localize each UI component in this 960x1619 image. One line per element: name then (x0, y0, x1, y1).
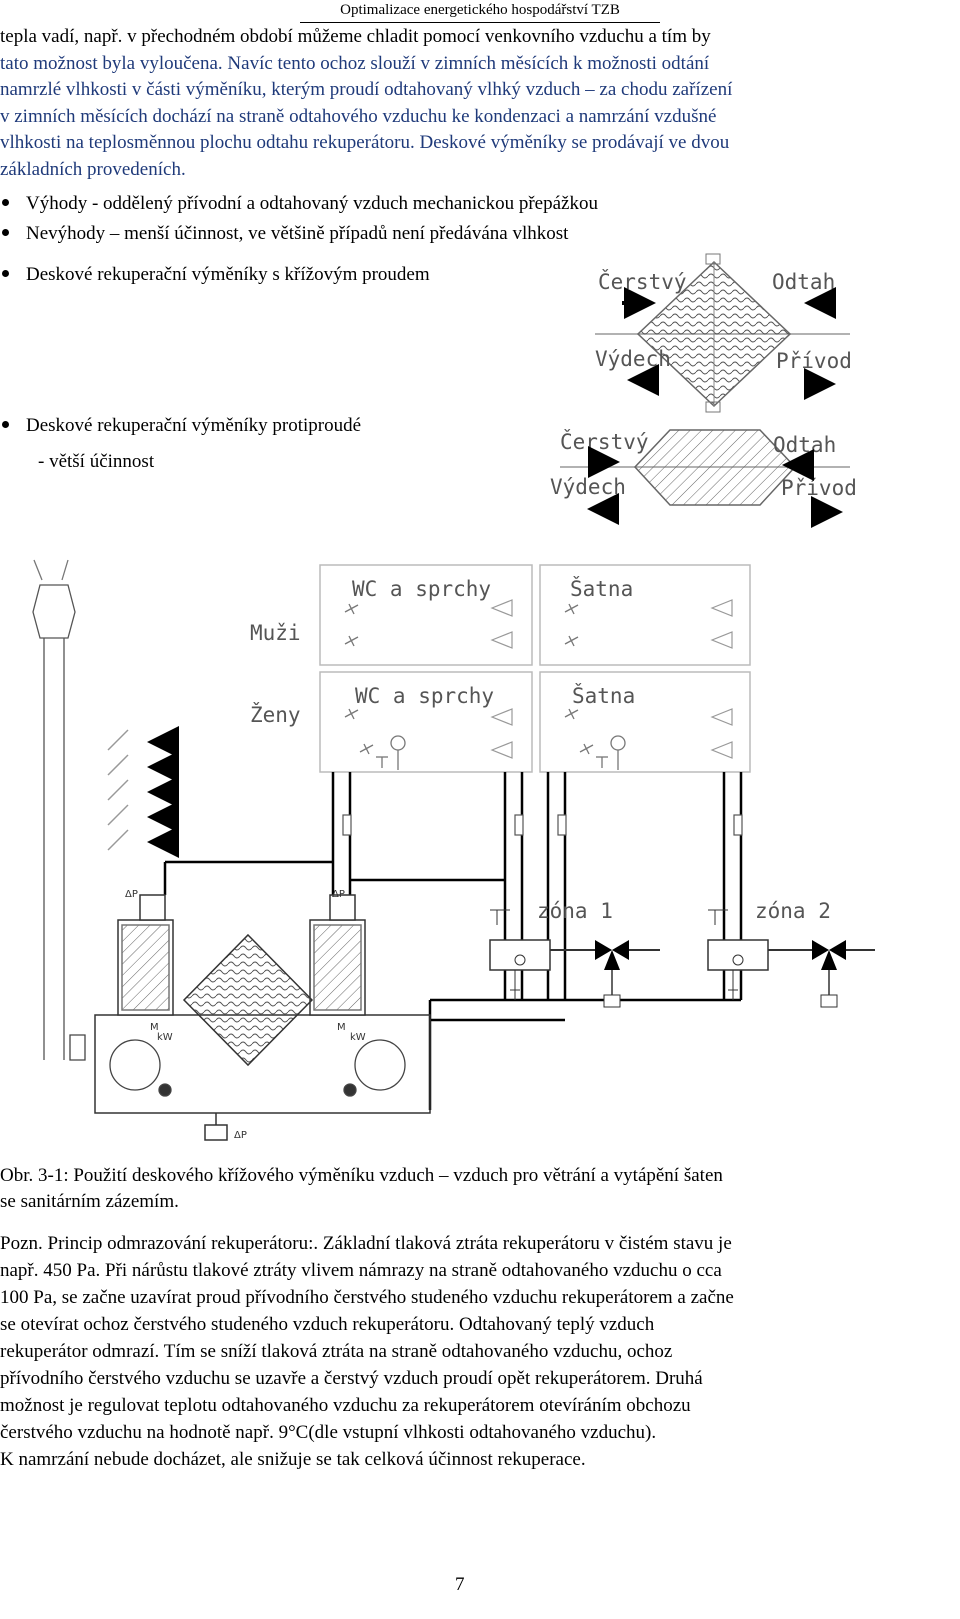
counter-label-exhaust: Odtah (773, 433, 837, 457)
cross-label-outlet: Výdech (595, 347, 671, 371)
ahu-unit (95, 895, 430, 1140)
label-zone1: zóna 1 (537, 899, 613, 923)
bullet-cross-text: Deskové rekuperační výměníky s křížovým proudem (26, 264, 430, 285)
note-line: přívodního čerstvého vzduchu se uzavře a čerstvý vzduch proudí opět rekuperátorem. Druhá (0, 1368, 703, 1389)
cross-label-supply: Přívod (776, 349, 852, 373)
caption-line: Obr. 3-1: Použití deskového křížového výměníku vzduch – vzduch pro větrání a vytápění šaten (0, 1165, 723, 1186)
counter-flow-diagram (550, 429, 857, 512)
intro-line: tepla vadí, např. v přechodném období můžeme chladit pomocí venkovního vzduchu a tím by (0, 26, 711, 47)
figure-caption (0, 1163, 945, 1215)
building-schematic (33, 560, 875, 1141)
cross-flow-diagram (595, 254, 852, 412)
dampers (343, 815, 742, 835)
intro-line: namrzlé vlhkosti v části výměníku, kterým proudí odtahovaný vlhký vzduch – za chodu zařízení (0, 79, 733, 101)
note-line: rekuperátor odmrazí. Tím se sníží tlaková ztráta na straně odtahovaného vzduchu, ochoz (0, 1341, 673, 1362)
intro-line: tato možnost byla vyloučena. Navíc tento ochoz slouží v zimních měsících k možnosti odtání (0, 52, 710, 74)
cross-label-exhaust: Odtah (772, 270, 836, 294)
note-line: čerstvého vzduchu na hodnotě např. 9°C(dle vstupní vlhkosti odtahovaného vzduchu). (0, 1422, 657, 1443)
bullet-cons-text: Nevýhody – menší účinnost, ve většině případů není předávána vlhkost (26, 223, 569, 244)
bullet-counter-text: Deskové rekuperační výměníky protiproudé (26, 415, 362, 436)
label-locker-men: Šatna (570, 577, 634, 601)
note-paragraph (0, 1230, 950, 1473)
label-dp2: ΔP (332, 889, 345, 900)
intake-tower (33, 560, 75, 1060)
zone2 (708, 899, 875, 1007)
counter-label-supply: Přívod (781, 476, 857, 500)
cross-label-fresh: Čerstvý (598, 270, 687, 294)
exhaust-valves (345, 604, 593, 754)
label-kw2: kW (350, 1032, 366, 1043)
label-m2: M (337, 1022, 346, 1033)
bullet-counter-sub: - větší účinnost (38, 451, 155, 472)
supply-grilles (492, 600, 732, 758)
note-line: se otevírat ochoz čerstvého studeného vzduch rekuperátoru. Odtahovaný teplý vzduch (0, 1314, 655, 1335)
note-line: K namrzání nebude docházet, ale snižuje se tak celková účinnost rekuperace. (0, 1449, 586, 1470)
zone1 (490, 899, 660, 1007)
counter-exchanger-core (635, 430, 795, 505)
label-men: Muži (250, 621, 301, 645)
label-m1: M (150, 1022, 159, 1033)
label-wc-women: WC a sprchy (355, 684, 495, 708)
intro-line: vlhkosti na teplosměnnou plochu odtahu rekuperátoru. Deskové výměníky se prodávají ve dvou (0, 132, 730, 154)
intro-line: v zimních měsících dochází na straně odtahového vzduchu ke kondenzaci a namrzání vzdušné (0, 105, 717, 127)
label-dp1: ΔP (125, 889, 138, 900)
label-wc-men: WC a sprchy (352, 577, 492, 601)
running-header: Optimalizace energetického hospodářství TZB (300, 0, 660, 23)
louvres (108, 730, 175, 850)
intro-line: základních provedeních. (0, 158, 186, 180)
counter-label-fresh: Čerstvý (560, 430, 649, 454)
page-number: 7 (455, 1574, 465, 1595)
label-women: Ženy (250, 703, 301, 727)
label-dp3: ΔP (234, 1130, 247, 1141)
label-locker-women: Šatna (572, 684, 636, 708)
note-line: možnost je regulovat teplotu odtahovaného vzduchu za rekuperátorem otevíráním obchozu (0, 1395, 691, 1416)
label-kw1: kW (157, 1032, 173, 1043)
bullet-pros-text: Výhody - oddělený přívodní a odtahovaný vzduch mechanickou přepážkou (26, 193, 598, 214)
note-line: Pozn. Princip odmrazování rekuperátoru:. Základní tlaková ztráta rekuperátoru v čistém stavu je (0, 1233, 732, 1254)
label-zone2: zóna 2 (755, 899, 831, 923)
caption-line: se sanitárním zázemím. (0, 1191, 179, 1212)
note-line: např. 450 Pa. Při nárůstu tlakové ztráty vlivem námrazy na straně odtahovaného vzduchu o cca (0, 1260, 722, 1281)
counter-label-outlet: Výdech (550, 475, 626, 499)
note-line: 100 Pa, se začne uzavírat proud přívodního čerstvého studeného vzduchu rekuperátorem a začne (0, 1287, 734, 1308)
